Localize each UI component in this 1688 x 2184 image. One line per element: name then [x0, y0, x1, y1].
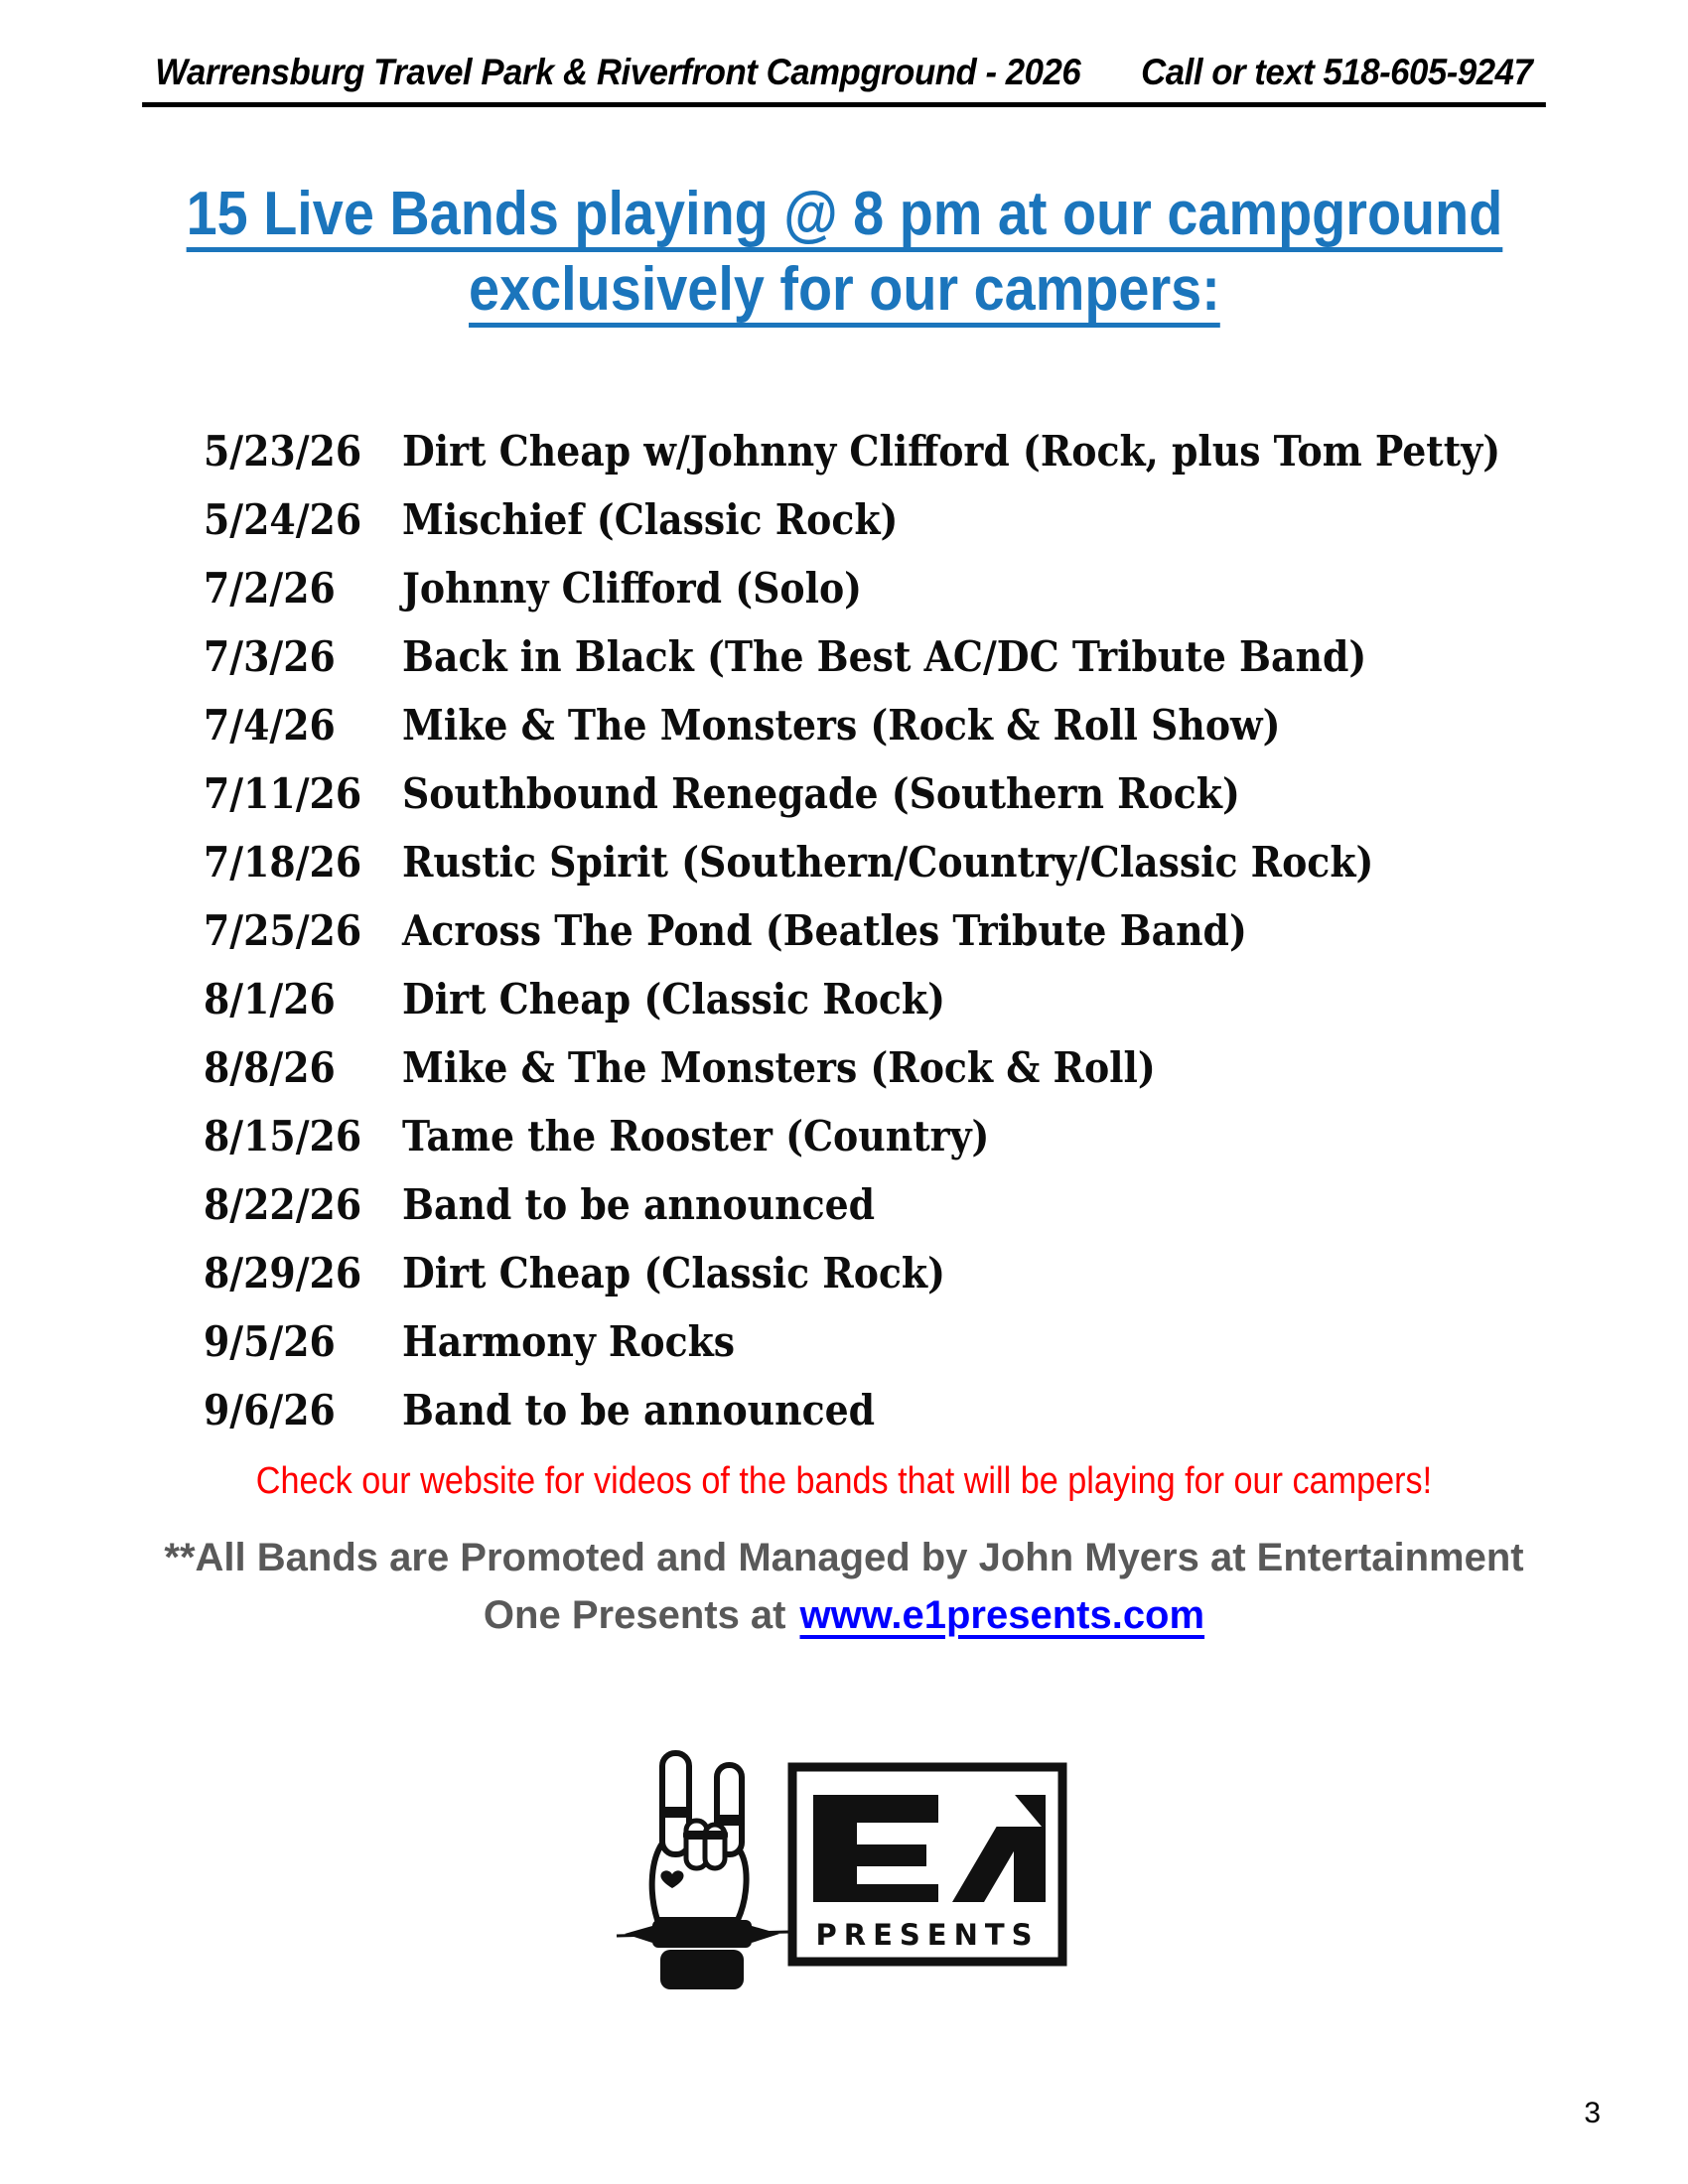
e1-presents-logo	[0, 1733, 1688, 1993]
event-date: 7/25/26	[204, 906, 362, 955]
event-band: Tame the Rooster (Country)	[402, 1112, 990, 1160]
schedule-row	[204, 554, 1688, 622]
e1presents-link[interactable]: www.e1presents.com	[799, 1593, 1205, 1637]
schedule-row	[204, 417, 1688, 485]
schedule-row	[204, 691, 1688, 759]
event-band: Rustic Spirit (Southern/Country/Classic Rock)	[402, 838, 1374, 887]
event-band: Back in Black (The Best AC/DC Tribute Band)	[402, 632, 1367, 681]
schedule-row	[204, 828, 1688, 896]
event-band: Mike & The Monsters (Rock & Roll)	[402, 1043, 1156, 1092]
header-underlined-text	[142, 52, 1545, 107]
event-band: Harmony Rocks	[402, 1317, 736, 1366]
schedule-row	[204, 1033, 1688, 1102]
event-band: Dirt Cheap w/Johnny Clifford (Rock, plus Tom Petty)	[402, 427, 1501, 476]
schedule-row	[204, 1376, 1688, 1444]
event-date: 7/4/26	[204, 701, 336, 750]
e1-wordmark	[792, 1767, 1062, 1962]
event-date: 8/29/26	[204, 1249, 362, 1297]
page-header	[0, 0, 1688, 107]
schedule-row	[204, 759, 1688, 828]
title-line-1: 15 Live Bands playing @ 8 pm at our campground	[186, 180, 1502, 248]
contact-phone: Call or text 518-605-9247	[1141, 52, 1533, 92]
event-date: 8/15/26	[204, 1112, 362, 1160]
event-band: Band to be announced	[402, 1180, 876, 1229]
page-title	[0, 177, 1688, 328]
event-band: Dirt Cheap (Classic Rock)	[402, 1249, 946, 1297]
page-number: 3	[1584, 2097, 1601, 2129]
website-notice: Check our website for videos of the bands that will be playing for our campers!	[255, 1460, 1433, 1502]
rock-horns-hand-icon	[617, 1753, 789, 1989]
event-band: Southbound Renegade (Southern Rock)	[402, 769, 1240, 818]
promoter-note	[0, 1529, 1688, 1644]
event-band: Johnny Clifford (Solo)	[402, 564, 863, 613]
schedule-row	[204, 1307, 1688, 1376]
promoter-line-1: **All Bands are Promoted and Managed by John Myers at Entertainment	[164, 1536, 1524, 1579]
schedule-row	[204, 965, 1688, 1033]
schedule-row	[204, 1102, 1688, 1170]
presents-text: PRESENTS	[815, 1918, 1040, 1952]
title-line-2: exclusively for our campers:	[468, 255, 1220, 324]
event-date: 8/22/26	[204, 1180, 362, 1229]
schedule-row	[204, 896, 1688, 965]
event-date: 7/11/26	[204, 769, 362, 818]
event-date: 7/2/26	[204, 564, 336, 613]
letter-e-shape	[813, 1795, 938, 1902]
promoter-line-2-text: One Presents at	[483, 1593, 786, 1637]
promoter-line-2	[0, 1586, 1688, 1644]
event-date: 9/5/26	[204, 1317, 336, 1366]
event-date: 8/1/26	[204, 975, 336, 1024]
event-date: 7/18/26	[204, 838, 362, 887]
event-date: 8/8/26	[204, 1043, 336, 1092]
event-date: 9/6/26	[204, 1386, 336, 1434]
schedule-row	[204, 485, 1688, 554]
event-band: Band to be announced	[402, 1386, 876, 1434]
event-date: 5/23/26	[204, 427, 362, 476]
event-date: 5/24/26	[204, 495, 362, 544]
campground-name: Warrensburg Travel Park & Riverfront Campground - 2026	[155, 52, 1081, 92]
event-band: Dirt Cheap (Classic Rock)	[402, 975, 946, 1024]
event-band: Mike & The Monsters (Rock & Roll Show)	[402, 701, 1281, 750]
schedule-row	[204, 1239, 1688, 1307]
band-schedule-list	[0, 417, 1688, 1444]
event-band: Mischief (Classic Rock)	[402, 495, 899, 544]
schedule-row	[204, 622, 1688, 691]
event-date: 7/3/26	[204, 632, 336, 681]
schedule-row	[204, 1170, 1688, 1239]
event-band: Across The Pond (Beatles Tribute Band)	[402, 906, 1247, 955]
